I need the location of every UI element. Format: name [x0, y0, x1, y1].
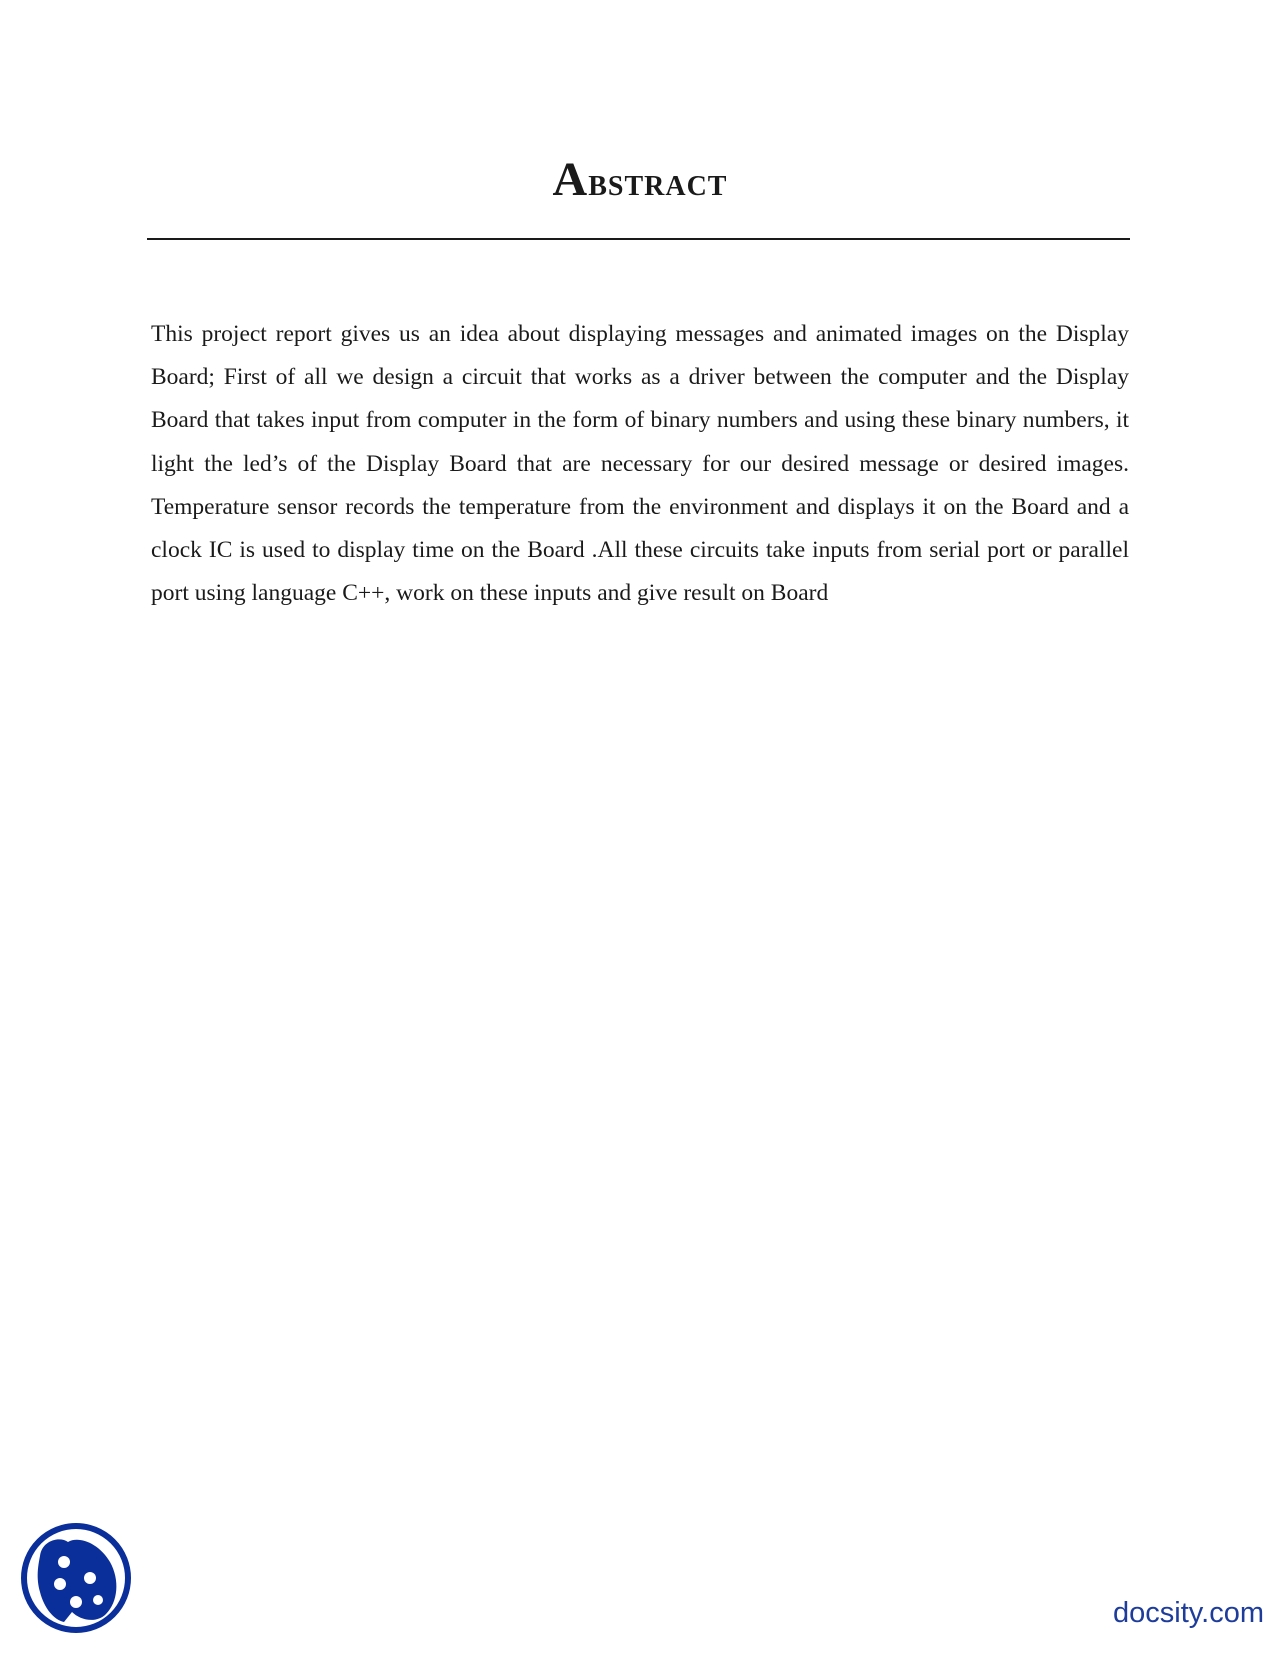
title-divider: [147, 238, 1130, 240]
title-first-letter: A: [552, 153, 589, 206]
docsity-logo-svg: [20, 1522, 132, 1634]
page-title: [0, 154, 1280, 208]
title-rest: bstract: [588, 159, 728, 204]
abstract-paragraph: This project report gives us an idea about displaying messages and animated images on the Display Board; First of all we design a circuit that works as a driver between the computer and the Display Board that takes input from computer in the form of binary numbers and using these binary numbers, it light the led’s of the Display Board that are necessary for our desired message or desired images. Temperature sensor records the temperature from the environment and displays it on the Board and a clock IC is used to display time on the Board .All these circuits take inputs from serial port or parallel port using language C++, work on these inputs and give result on Board: [151, 321, 1129, 607]
docsity-logo-icon[interactable]: [20, 1522, 132, 1634]
docsity-brand-link[interactable]: docsity.com: [1113, 1597, 1264, 1629]
